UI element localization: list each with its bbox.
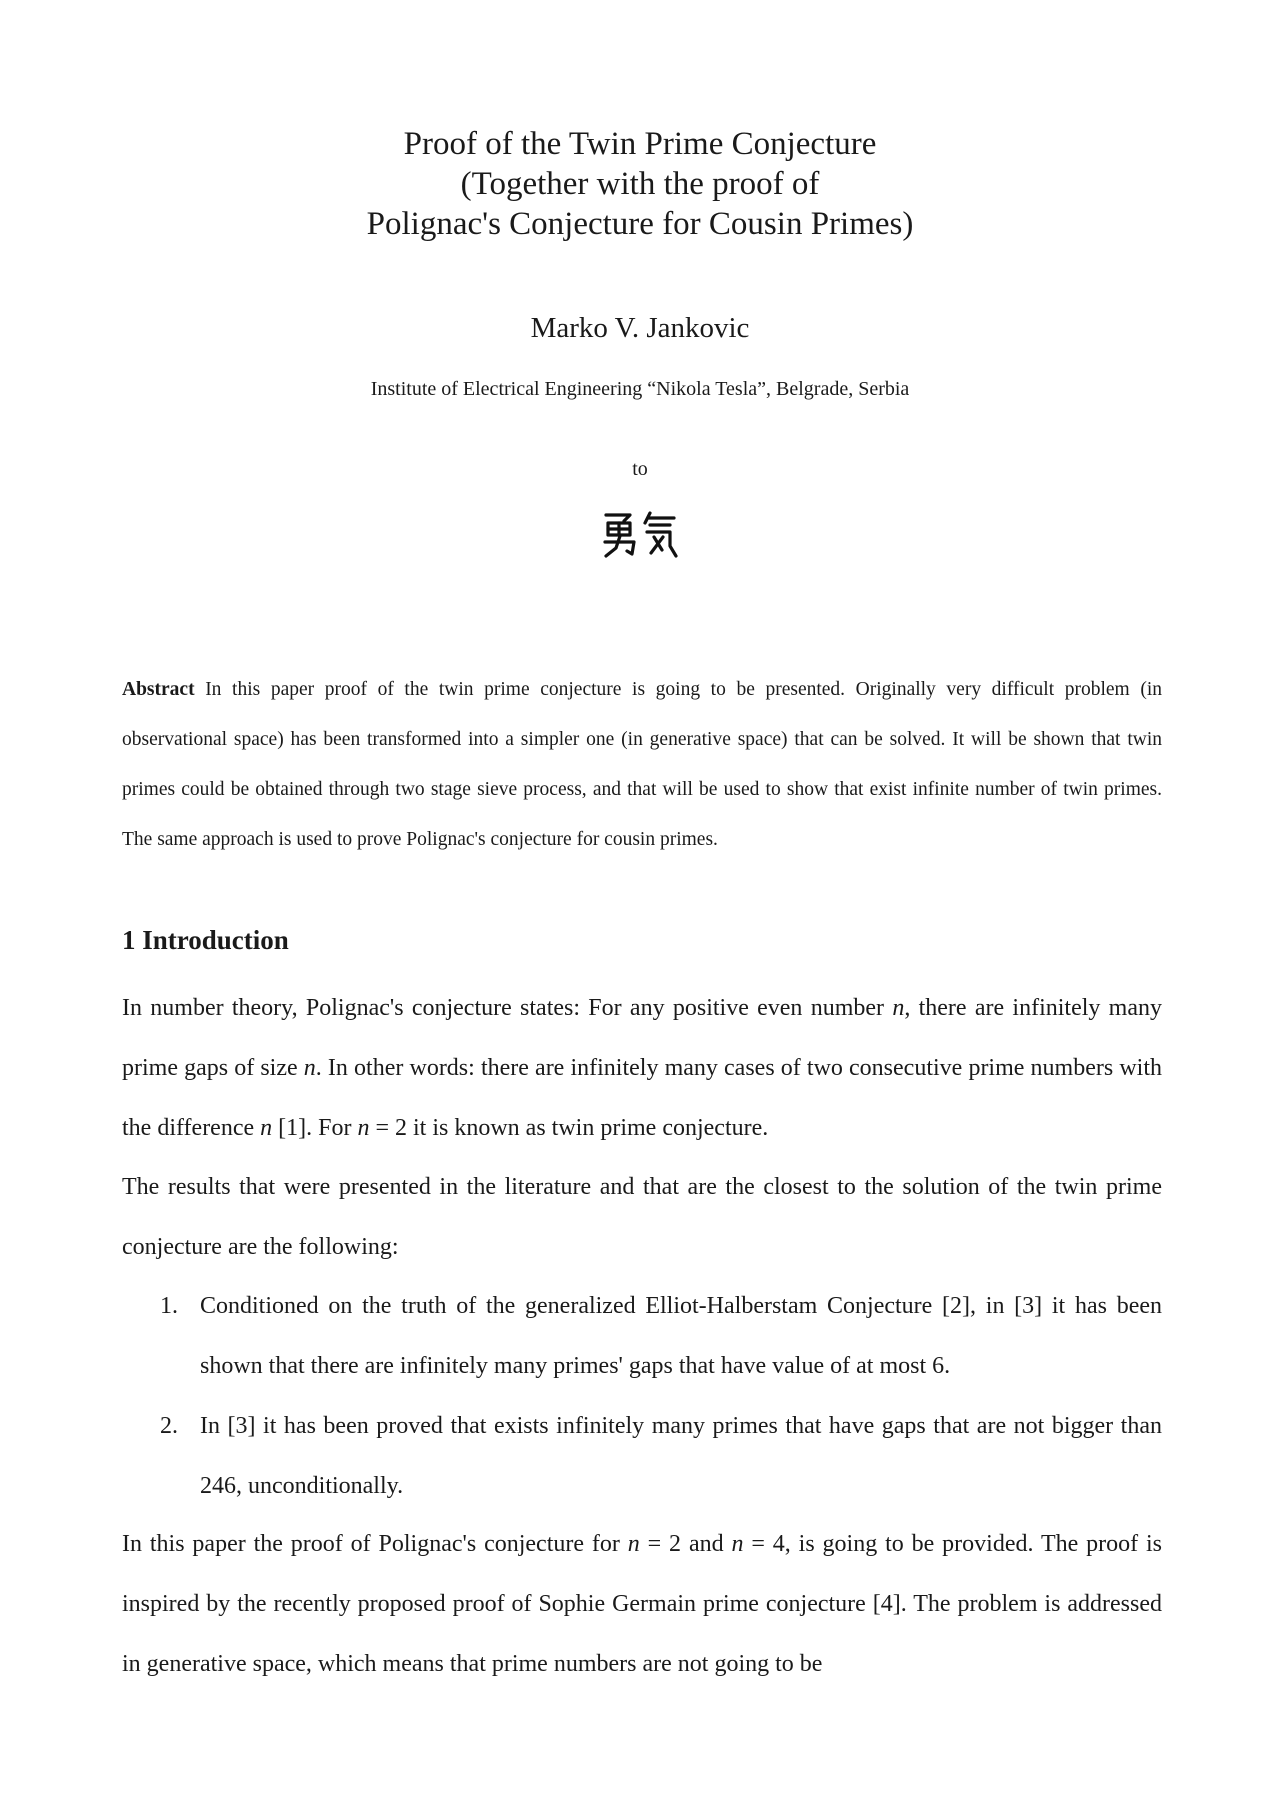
math-variable: n bbox=[731, 1531, 744, 1557]
intro-paragraph-1 bbox=[122, 978, 1162, 1158]
text-run: In number theory, Polignac's conjecture states: For any positive even number bbox=[122, 995, 893, 1021]
math-variable: n bbox=[260, 1115, 273, 1141]
author-affiliation: Institute of Electrical Engineering “Nikola Tesla”, Belgrade, Serbia bbox=[370, 378, 910, 400]
list-item bbox=[122, 1396, 1162, 1516]
list-item bbox=[122, 1276, 1162, 1396]
title-line-2: (Together with the proof of bbox=[460, 166, 820, 202]
math-variable: n bbox=[303, 1055, 316, 1081]
text-run: In this paper the proof of Polignac's conjecture for bbox=[122, 1531, 628, 1557]
title-line-1: Proof of the Twin Prime Conjecture bbox=[403, 126, 877, 162]
intro-paragraph-3 bbox=[122, 1514, 1162, 1694]
text-run: , there are infinitely many prime gaps of size bbox=[122, 995, 1162, 1081]
list-item-text: Conditioned on the truth of the generalized Elliot-Halberstam Conjecture [2], in [3] it has been shown that there are infinitely many primes' gaps that have value of at most 6. bbox=[200, 1293, 1162, 1379]
math-variable: n bbox=[892, 995, 905, 1021]
math-variable: n bbox=[357, 1115, 370, 1141]
text-run: = 4, is going to be provided. The proof is inspired by the recently proposed proof of Sophie Germain prime conjecture [4]. The problem is addressed in generative space, which means that prime numbers are not going to be bbox=[122, 1531, 1163, 1677]
list-item-text: In [3] it has been proved that exists infinitely many primes that have gaps that are not bigger than 246, unconditionally. bbox=[200, 1413, 1162, 1499]
list-item-number: 1. bbox=[160, 1293, 178, 1319]
list-item-number: 2. bbox=[160, 1413, 178, 1439]
text-run: = 2 it is known as twin prime conjecture. bbox=[369, 1115, 769, 1141]
section-heading-introduction: 1 Introduction bbox=[122, 925, 289, 955]
author-name: Marko V. Jankovic bbox=[530, 312, 750, 344]
text-run: [1]. For bbox=[272, 1115, 358, 1141]
title-line-3: Polignac's Conjecture for Cousin Primes) bbox=[366, 206, 914, 242]
math-variable: n bbox=[627, 1531, 640, 1557]
abstract-text: In this paper proof of the twin prime conjecture is going to be presented. Originally very difficult problem (in observational space) has been transformed into a simpler one (in generative space) that can be solved. It will be shown that twin primes could be obtained through two stage sieve process, and that will be used to show that exist infinite number of twin primes. The same approach is used to prove Polignac's conjecture for cousin primes. bbox=[122, 679, 1162, 850]
results-list bbox=[122, 1276, 1162, 1516]
text-run: . In other words: there are infinitely many cases of two consecutive prime numbers with the difference bbox=[122, 1055, 1163, 1141]
abstract-label: Abstract bbox=[122, 679, 195, 700]
paper-title bbox=[0, 124, 1280, 244]
kanji-dedication-image bbox=[600, 510, 680, 560]
intro-paragraph-2: The results that were presented in the literature and that are the closest to the solution of the twin prime conjecture are the following: bbox=[122, 1174, 1162, 1260]
text-run: = 2 and bbox=[639, 1531, 732, 1557]
dedication-to: to bbox=[632, 458, 648, 480]
abstract bbox=[122, 665, 1162, 865]
